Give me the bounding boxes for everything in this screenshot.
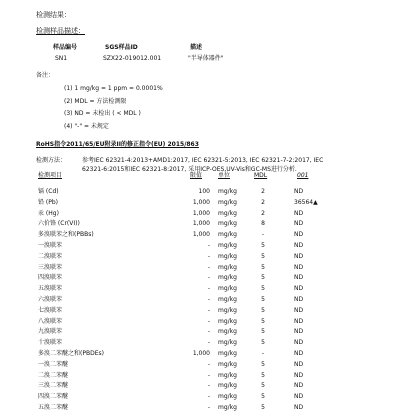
- mdl-cell: 5: [261, 252, 265, 260]
- mdl-cell: 5: [261, 285, 265, 293]
- table-row: [38, 263, 338, 274]
- table-row: [38, 198, 338, 209]
- section-title: RoHS指令2011/65/EU附录II的修正指令(EU) 2015/863: [36, 141, 199, 148]
- mdl-cell: -: [261, 231, 265, 239]
- limit-cell: 1,000: [192, 220, 210, 228]
- table-row: [38, 360, 338, 371]
- limit-cell: -: [207, 382, 210, 390]
- item-cell: 六溴联苯: [38, 295, 63, 303]
- item-cell: 镉 (Cd): [38, 188, 59, 195]
- unit-cell: mg/kg: [218, 295, 237, 303]
- unit-cell: mg/kg: [218, 285, 237, 293]
- method-label: 检测方法：: [36, 157, 67, 164]
- remark-line: (3) ND = 未检出 ( < MDL ): [64, 110, 141, 117]
- sgs-sample-id-header: SGS样品ID: [105, 44, 138, 51]
- limit-cell: -: [207, 371, 210, 379]
- remark-line: (1) 1 mg/kg = 1 ppm = 0.0001%: [64, 85, 163, 92]
- method-text-line-1: 参考IEC 62321-4:2013+AMD1:2017, IEC 62321-5:2013, IEC 62321-7-2:2017, IEC: [82, 157, 324, 164]
- mdl-cell: 8: [261, 220, 265, 228]
- item-cell: 多溴联苯之和(PBBs): [38, 231, 94, 239]
- unit-cell: mg/kg: [218, 209, 237, 217]
- table-row: [38, 317, 338, 328]
- table-row: [38, 349, 338, 360]
- limit-cell: -: [207, 317, 210, 325]
- results-heading: 检测结果：: [36, 11, 71, 19]
- sgs-sample-id-value: SZX22-019012.001: [103, 55, 162, 62]
- table-row: [38, 230, 338, 241]
- item-cell: 汞 (Hg): [38, 209, 59, 217]
- unit-cell: mg/kg: [218, 220, 237, 228]
- mdl-cell: 5: [261, 382, 265, 390]
- table-row: [38, 241, 338, 252]
- unit-cell: mg/kg: [218, 360, 237, 368]
- unit-cell: mg/kg: [218, 252, 237, 260]
- unit-cell: mg/kg: [218, 382, 237, 390]
- limit-cell: 100: [198, 188, 210, 195]
- result-cell: ND: [294, 252, 304, 260]
- limit-cell: 1,000: [192, 198, 210, 206]
- sample-id-header: 样品编号: [53, 44, 78, 51]
- unit-cell: mg/kg: [218, 317, 237, 325]
- table-row: [38, 392, 338, 403]
- limit-cell: -: [207, 393, 210, 401]
- remark-line: (4) "-" = 未规定: [64, 123, 109, 130]
- description-header: 描述: [190, 44, 203, 51]
- unit-cell: mg/kg: [218, 328, 237, 336]
- results-table-body: [38, 187, 338, 414]
- mdl-cell: 2: [261, 188, 265, 195]
- limit-cell: -: [207, 274, 210, 282]
- item-cell: 三溴联苯: [38, 263, 63, 271]
- limit-cell: 1,000: [192, 349, 210, 357]
- item-cell: 四溴二苯醚: [38, 393, 69, 401]
- results-table-header: [38, 172, 338, 184]
- result-cell: ND: [294, 295, 304, 303]
- limit-cell: 1,000: [192, 209, 210, 217]
- column-header-item: 检测项目: [38, 172, 63, 179]
- result-cell: ND: [294, 188, 304, 195]
- mdl-cell: 2: [261, 198, 265, 206]
- limit-cell: -: [207, 339, 210, 347]
- item-cell: 二溴二苯醚: [38, 371, 69, 379]
- limit-cell: -: [207, 403, 210, 411]
- method-text-line-2: 62321-6:2015和IEC 62321-8:2017, 采用ICP-OES,UV-Vis和GC-MS进行分析.: [82, 166, 297, 173]
- table-row: [38, 338, 338, 349]
- limit-cell: -: [207, 252, 210, 260]
- result-cell: ND: [294, 371, 304, 379]
- result-cell: ND: [294, 317, 304, 325]
- item-cell: 七溴联苯: [38, 306, 63, 314]
- column-header-mdl: MDL: [254, 172, 268, 179]
- table-row: [38, 273, 338, 284]
- unit-cell: mg/kg: [218, 188, 237, 195]
- result-cell: ND: [294, 231, 304, 239]
- limit-cell: -: [207, 285, 210, 293]
- unit-cell: mg/kg: [218, 371, 237, 379]
- item-cell: 五溴二苯醚: [38, 403, 69, 411]
- mdl-cell: 5: [261, 295, 265, 303]
- limit-cell: -: [207, 263, 210, 271]
- unit-cell: mg/kg: [218, 339, 237, 347]
- mdl-cell: 5: [261, 263, 265, 271]
- result-cell: ND: [294, 306, 304, 314]
- sample-id-value: SN1: [55, 55, 68, 62]
- table-row: [38, 252, 338, 263]
- unit-cell: mg/kg: [218, 349, 237, 357]
- item-cell: 铅 (Pb): [38, 198, 59, 206]
- table-row: [38, 371, 338, 382]
- item-cell: 六价铬 (Cr(VI)): [38, 220, 80, 228]
- table-row: [38, 403, 338, 414]
- column-header-result: 001: [297, 172, 309, 179]
- mdl-cell: 5: [261, 339, 265, 347]
- unit-cell: mg/kg: [218, 274, 237, 282]
- result-cell: ND: [294, 328, 304, 336]
- result-cell: ND: [294, 209, 304, 217]
- result-cell: ND: [294, 285, 304, 293]
- mdl-cell: 5: [261, 371, 265, 379]
- mdl-cell: 5: [261, 403, 265, 411]
- unit-cell: mg/kg: [218, 241, 237, 249]
- mdl-cell: 5: [261, 306, 265, 314]
- item-cell: 五溴联苯: [38, 285, 63, 293]
- unit-cell: mg/kg: [218, 198, 237, 206]
- limit-cell: -: [207, 360, 210, 368]
- result-cell: ND: [294, 274, 304, 282]
- result-cell: ND: [294, 382, 304, 390]
- mdl-cell: 5: [261, 274, 265, 282]
- result-cell: ND: [294, 263, 304, 271]
- mdl-cell: 5: [261, 360, 265, 368]
- result-cell: ND: [294, 339, 304, 347]
- mdl-cell: 2: [261, 209, 265, 217]
- item-cell: 一溴二苯醚: [38, 360, 69, 368]
- result-cell: ND: [294, 241, 304, 249]
- limit-cell: -: [207, 328, 210, 336]
- result-cell: ND: [294, 393, 304, 401]
- result-cell: 36564▲: [294, 198, 318, 206]
- item-cell: 一溴联苯: [38, 241, 63, 249]
- unit-cell: mg/kg: [218, 403, 237, 411]
- result-cell: ND: [294, 220, 304, 228]
- item-cell: 三溴二苯醚: [38, 382, 69, 390]
- item-cell: 多溴二苯醚之和(PBDEs): [38, 349, 104, 357]
- description-value: "半导体器件": [188, 55, 224, 62]
- unit-cell: mg/kg: [218, 231, 237, 239]
- mdl-cell: -: [261, 349, 265, 357]
- limit-cell: -: [207, 241, 210, 249]
- limit-cell: 1,000: [192, 231, 210, 239]
- column-header-limit: 限值: [190, 172, 203, 179]
- remark-line: (2) MDL = 方法检测限: [64, 98, 127, 105]
- unit-cell: mg/kg: [218, 263, 237, 271]
- item-cell: 二溴联苯: [38, 252, 63, 260]
- item-cell: 九溴联苯: [38, 328, 63, 336]
- unit-cell: mg/kg: [218, 393, 237, 401]
- result-cell: ND: [294, 349, 304, 357]
- unit-cell: mg/kg: [218, 306, 237, 314]
- table-row: [38, 381, 338, 392]
- table-row: [38, 327, 338, 338]
- table-row: [38, 209, 338, 220]
- remarks-label: 备注：: [36, 72, 55, 79]
- sample-description-label: 检测样品描述：: [36, 27, 85, 35]
- table-row: [38, 295, 338, 306]
- mdl-cell: 5: [261, 393, 265, 401]
- mdl-cell: 5: [261, 328, 265, 336]
- table-row: [38, 306, 338, 317]
- table-row: [38, 187, 338, 198]
- mdl-cell: 5: [261, 317, 265, 325]
- result-cell: ND: [294, 403, 304, 411]
- result-cell: ND: [294, 360, 304, 368]
- table-row: [38, 284, 338, 295]
- column-header-unit: 单位: [218, 172, 231, 179]
- item-cell: 十溴联苯: [38, 339, 63, 347]
- limit-cell: -: [207, 306, 210, 314]
- item-cell: 四溴联苯: [38, 274, 63, 282]
- item-cell: 八溴联苯: [38, 317, 63, 325]
- table-row: [38, 219, 338, 230]
- limit-cell: -: [207, 295, 210, 303]
- mdl-cell: 5: [261, 241, 265, 249]
